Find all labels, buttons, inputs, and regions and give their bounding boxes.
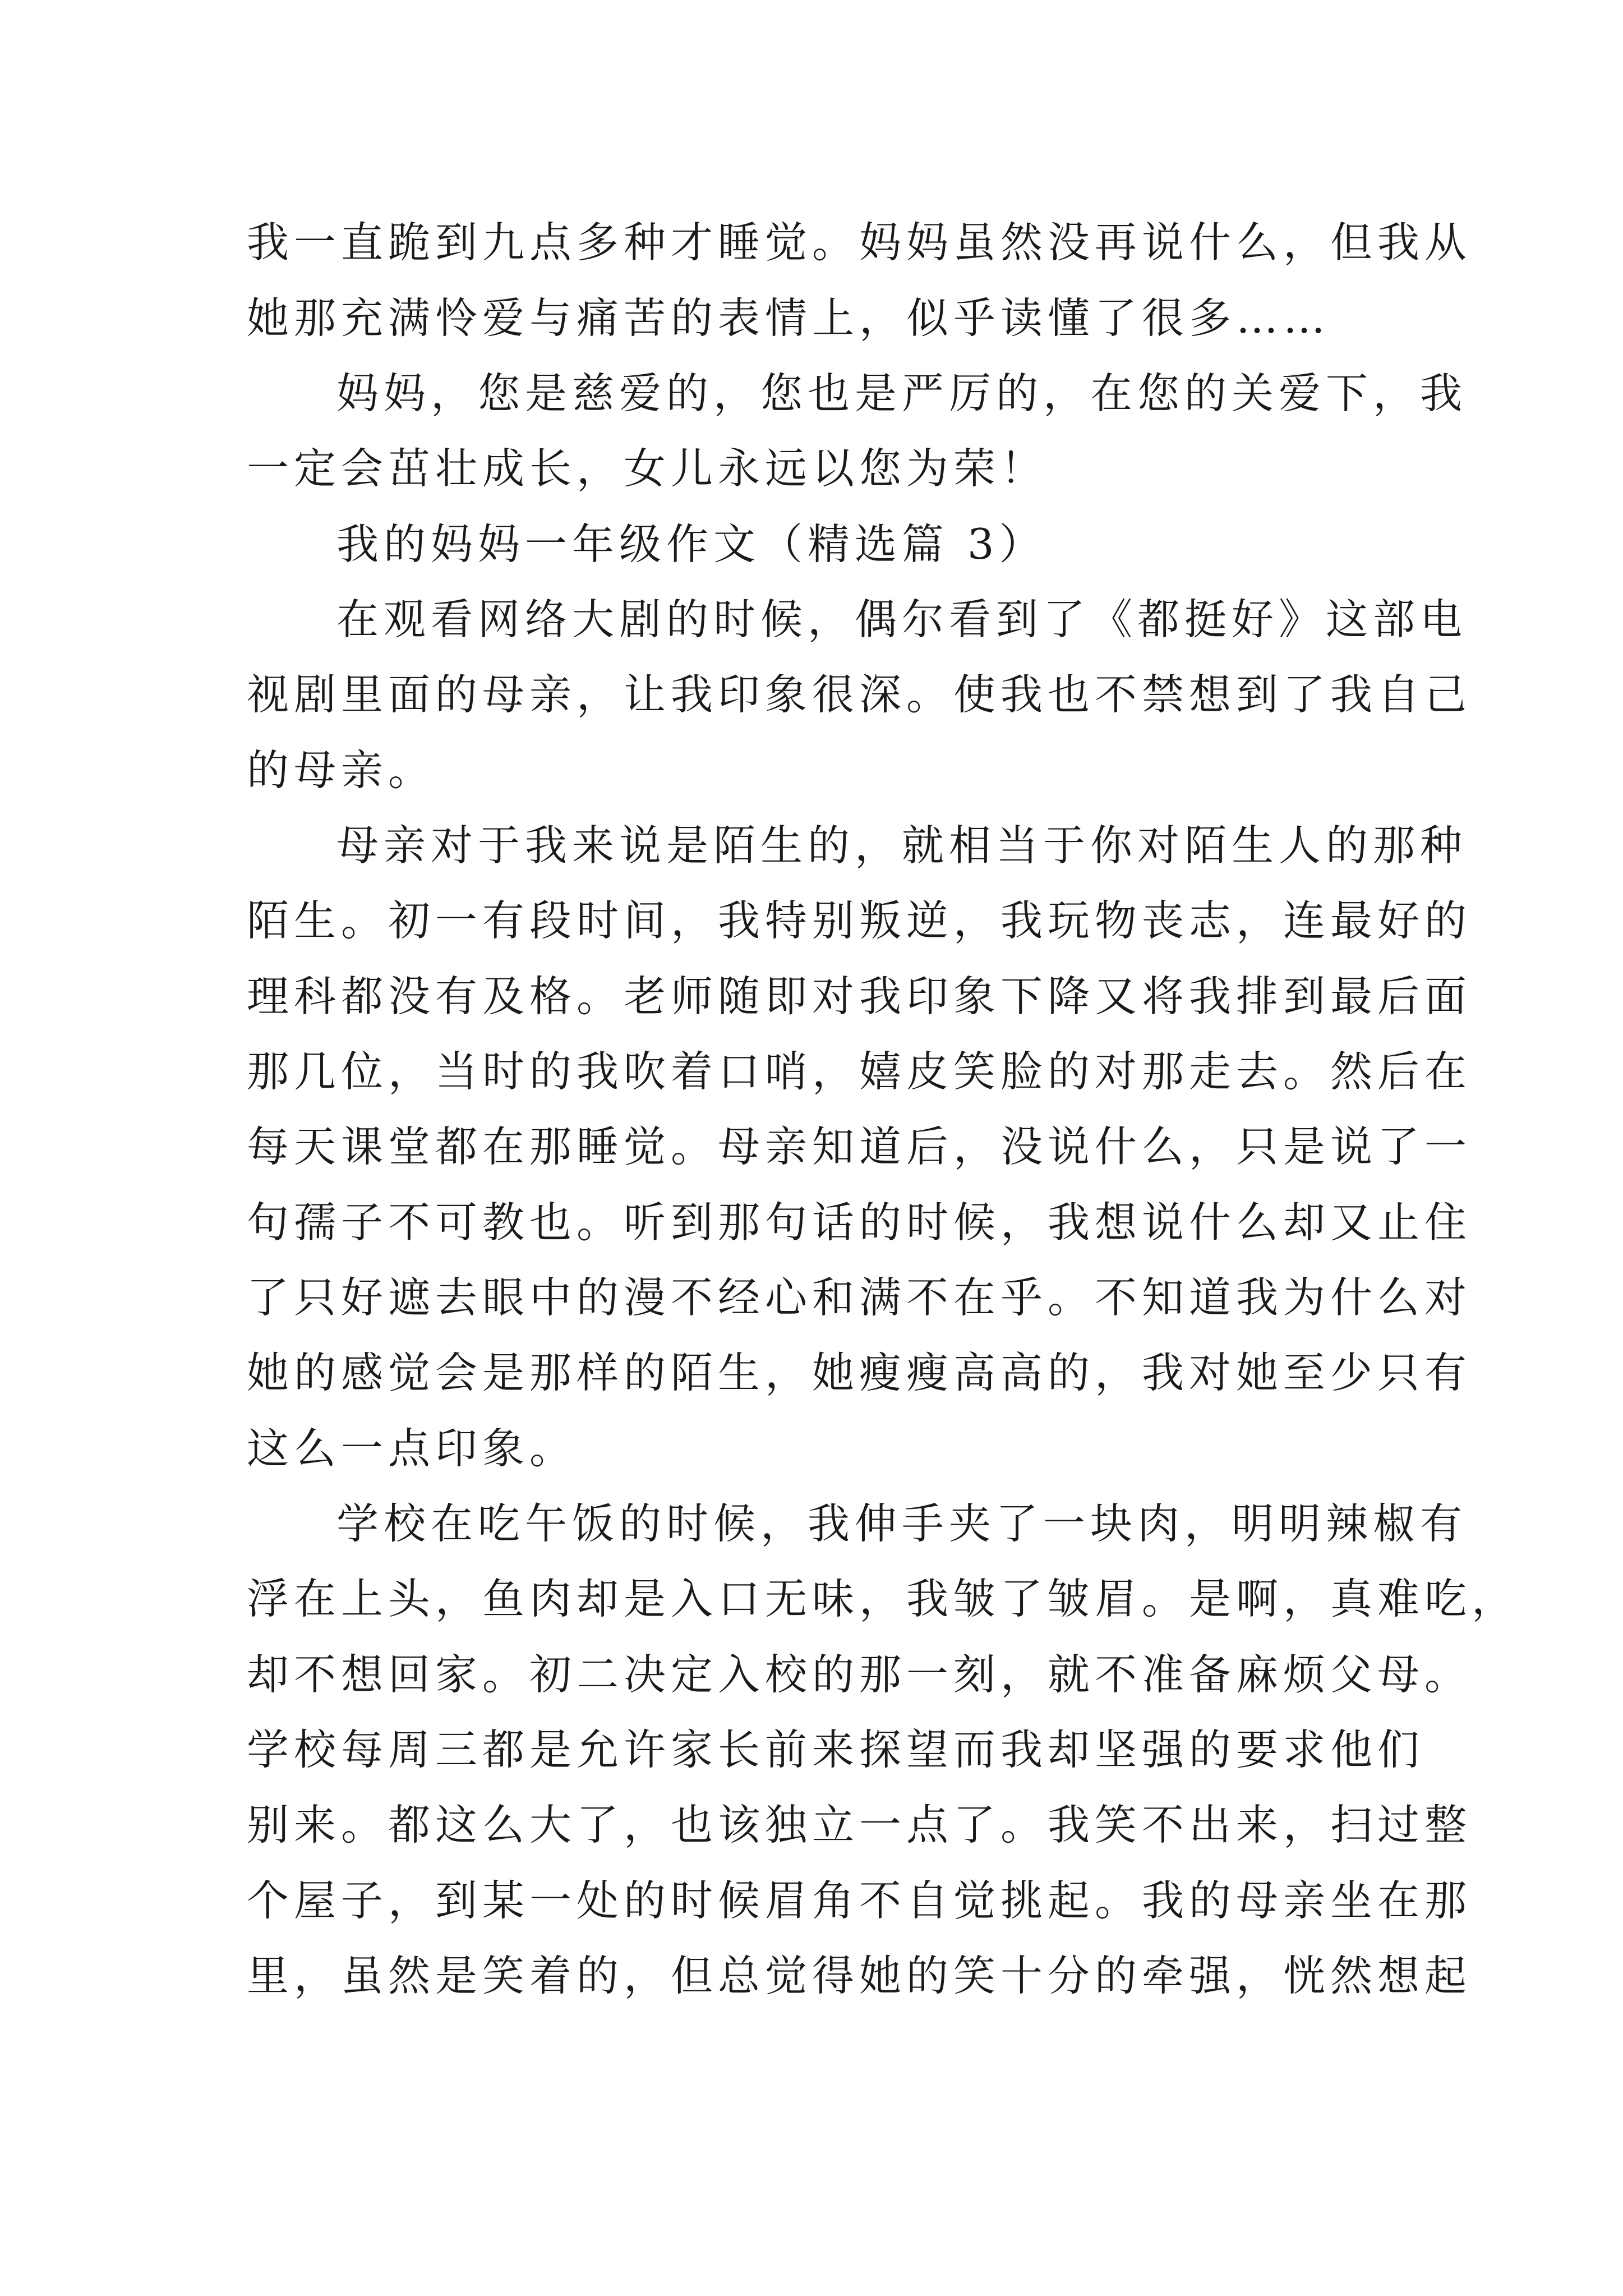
text-line: 别来。都这么大了，也该独立一点了。我笑不出来，扫过整: [247, 1800, 1472, 1849]
text-line: 母亲对于我来说是陌生的，就相当于你对陌生人的那种: [336, 821, 1468, 870]
text-line: 里，虽然是笑着的，但总觉得她的笑十分的牵强，恍然想起: [247, 1951, 1472, 2000]
text-line: 了只好遮去眼中的漫不经心和满不在乎。不知道我为什么对: [247, 1273, 1472, 1322]
text-line: 句孺子不可教也。听到那句话的时候，我想说什么却又止住: [247, 1198, 1472, 1247]
text-line: 的母亲。: [247, 746, 436, 795]
text-line: 妈妈，您是慈爱的，您也是严厉的，在您的关爱下，我: [336, 369, 1468, 418]
text-line: 在观看网络大剧的时候，偶尔看到了《都挺好》这部电: [336, 595, 1468, 644]
text-line: 却不想回家。初二决定入校的那一刻，就不准备麻烦父母。: [247, 1650, 1472, 1699]
text-line: 陌生。初一有段时间，我特别叛逆，我玩物丧志，连最好的: [247, 896, 1472, 945]
text-line: 每天课堂都在那睡觉。母亲知道后，没说什么，只是说了一: [247, 1122, 1472, 1171]
section-heading: 我的妈妈一年级作文（精选篇 3）: [336, 519, 1046, 569]
text-line: 我一直跪到九点多种才睡觉。妈妈虽然没再说什么，但我从: [247, 218, 1472, 267]
text-line: 学校每周三都是允许家长前来探望而我却坚强的要求他们: [247, 1725, 1425, 1774]
text-line: 这么一点印象。: [247, 1424, 577, 1473]
text-line: 浮在上头，鱼肉却是入口无味，我皱了皱眉。是啊，真难吃，: [247, 1574, 1519, 1623]
text-line: 个屋子，到某一处的时候眉角不自觉挑起。我的母亲坐在那: [247, 1876, 1472, 1925]
text-line: 那几位，当时的我吹着口哨，嬉皮笑脸的对那走去。然后在: [247, 1047, 1472, 1096]
text-line: 视剧里面的母亲，让我印象很深。使我也不禁想到了我自己: [247, 670, 1472, 719]
text-line: 一定会茁壮成长，女儿永远以您为荣！: [247, 444, 1048, 493]
text-line: 她那充满怜爱与痛苦的表情上，似乎读懂了很多……: [247, 293, 1331, 343]
text-line: 学校在吃午饭的时候，我伸手夹了一块肉，明明辣椒有: [336, 1499, 1468, 1548]
text-line: 她的感觉会是那样的陌生，她瘦瘦高高的，我对她至少只有: [247, 1348, 1472, 1397]
text-line: 理科都没有及格。老师随即对我印象下降又将我排到最后面: [247, 972, 1472, 1021]
